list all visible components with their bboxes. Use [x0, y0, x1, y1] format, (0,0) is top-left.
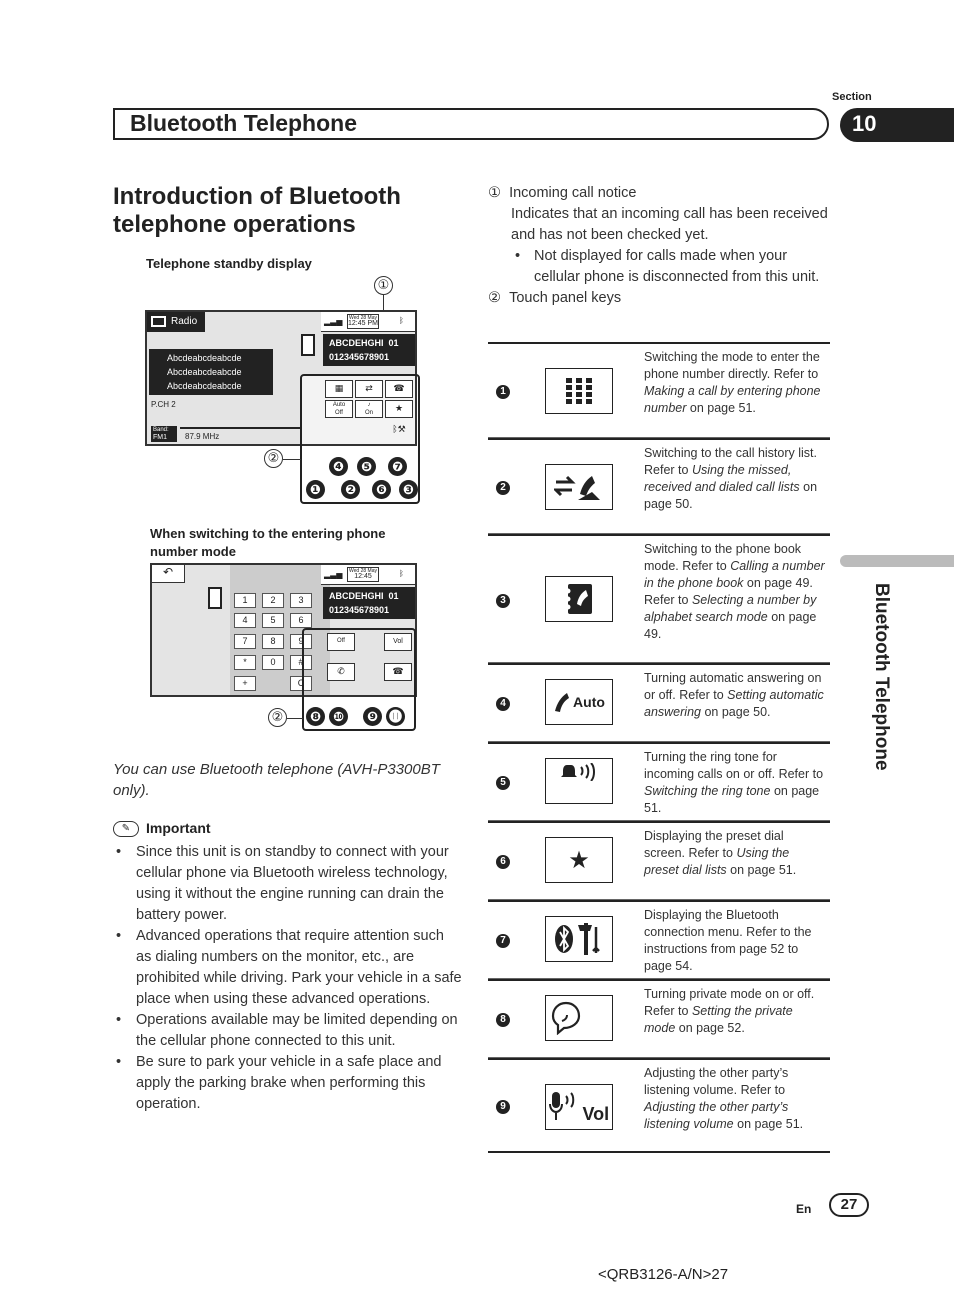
- table-row: 4 Auto Turning automatic answering on or off. Refer to Setting automatic answering on page 50.: [488, 663, 830, 742]
- key-7[interactable]: 7: [234, 634, 256, 649]
- callout-10: ❿: [329, 707, 348, 726]
- volume-icon: Vol: [545, 1084, 613, 1130]
- table-row: 2 Switching to the call history list. Refer to Using the missed, received and dialed call lists on page 50.: [488, 438, 830, 534]
- list-item: • Since this unit is on standby to connect with your cellular phone via Bluetooth wireless technology, using it without the engine running can drain the battery power.: [113, 842, 463, 926]
- callout-3: ❸: [399, 480, 418, 499]
- auto-answer-button[interactable]: Auto Off: [325, 400, 353, 418]
- bluetooth-menu-button[interactable]: ᛒ⚒: [392, 424, 406, 434]
- caller-info: ABCDEHGHI 01 012345678901: [323, 587, 417, 619]
- caller-info: ABCDEHGHI 01 012345678901: [323, 334, 415, 366]
- call-button[interactable]: ✆: [327, 663, 355, 681]
- item1-bullet: • Not displayed for calls made when your cellular phone is disconnected from this unit.: [515, 248, 820, 285]
- item1-desc: Indicates that an incoming call has been received and has not been checked yet.: [511, 206, 828, 243]
- item2-title: Touch panel keys: [509, 290, 622, 306]
- call-history-icon: [545, 464, 613, 510]
- table-row: 9 Vol Adjusting the other party’s listening volume. Refer to Adjusting the other party’s listening volume on page 51.: [488, 1058, 830, 1153]
- page-number: 27: [829, 1193, 869, 1217]
- key-3[interactable]: 3: [290, 593, 312, 608]
- status-bar: [321, 565, 417, 585]
- source-label: Radio: [147, 312, 205, 332]
- header-title: Bluetooth Telephone: [130, 110, 358, 136]
- band-box: Band: FM1: [151, 426, 177, 442]
- callout-8: ❽: [306, 707, 325, 726]
- bluetooth-settings-icon: [545, 916, 613, 962]
- key-0[interactable]: 0: [262, 655, 284, 670]
- tuning-bar: [180, 427, 316, 429]
- section-label: Section: [832, 91, 872, 103]
- phone-book-button[interactable]: ☎: [385, 380, 413, 398]
- list-item: • Operations available may be limited depending on the cellular phone connected to this unit.: [113, 1010, 463, 1052]
- source-icon: [151, 316, 166, 327]
- key-9[interactable]: 9: [290, 634, 312, 649]
- track-info: [149, 349, 273, 395]
- callout-o2: ②: [268, 708, 287, 727]
- key-1[interactable]: 1: [234, 593, 256, 608]
- callout-5: ❺: [357, 457, 376, 476]
- table-row: 3 Switching to the phone book mode. Refer to Calling a number in the phone book on page 49. Refer to Selecting a number by alphabet search mode on page 49.: [488, 534, 830, 663]
- key-5[interactable]: 5: [262, 613, 284, 628]
- callout-9: ❾: [363, 707, 382, 726]
- key-hash[interactable]: #: [290, 655, 312, 670]
- preset-dial-button[interactable]: ★: [385, 400, 413, 418]
- callout-4: ❹: [329, 457, 348, 476]
- key-2[interactable]: 2: [262, 593, 284, 608]
- track-line: Abcdeabcdeabcde: [167, 381, 242, 391]
- callout-11: ⓫: [386, 707, 405, 726]
- call-history-button[interactable]: ⇄: [355, 380, 383, 398]
- table-row: 8 Turning private mode on or off. Refer to Setting the private mode on page 52.: [488, 979, 830, 1058]
- phone-icon: [301, 334, 315, 356]
- star-icon: ★: [545, 837, 613, 883]
- key-8[interactable]: 8: [262, 634, 284, 649]
- callout-1: ❶: [306, 480, 325, 499]
- ring-tone-icon: [545, 758, 613, 804]
- touch-keys-table: [488, 342, 830, 1153]
- clock: Wed 28 May 12:45 PM: [348, 315, 378, 327]
- back-button[interactable]: ↶: [152, 565, 185, 583]
- ring-tone-button[interactable]: ♪ On: [355, 400, 383, 418]
- side-tab: [840, 555, 954, 567]
- section-number: 10: [840, 108, 954, 142]
- key-plus[interactable]: +: [234, 676, 256, 691]
- callout-7: ❼: [388, 457, 407, 476]
- availability-note: You can use Bluetooth telephone (AVH-P3300BT only).: [113, 761, 440, 799]
- table-row: 1 Switching the mode to enter the phone number directly. Refer to Making a call by entering phone number on page 51.: [488, 342, 830, 438]
- private-mode-button[interactable]: Off: [327, 633, 355, 651]
- frequency: 87.9 MHz: [185, 432, 220, 441]
- document-code: <QRB3126-A/N>27: [598, 1266, 729, 1283]
- key-star[interactable]: *: [234, 655, 256, 670]
- key-6[interactable]: 6: [290, 613, 312, 628]
- legend-text: ① Incoming call notice Indicates that an incoming call has been received and has not been checked yet. • Not displayed for calls made when your cellular phone is disconnected from this unit. ② Touch panel keys: [488, 183, 833, 309]
- private-mode-icon: [545, 995, 613, 1041]
- side-tab-label: Bluetooth Telephone: [871, 583, 892, 771]
- track-line: Abcdeabcdeabcde: [167, 353, 242, 363]
- hang-up-button[interactable]: ☎: [384, 663, 412, 681]
- callout-6: ❻: [372, 480, 391, 499]
- bluetooth-icon: ᛒ: [399, 569, 404, 578]
- key-clear[interactable]: C: [290, 676, 312, 691]
- volume-button[interactable]: Vol: [384, 633, 412, 651]
- status-bar: [321, 312, 417, 332]
- keypad-button[interactable]: ▦: [325, 380, 353, 398]
- pch: P.CH 2: [151, 400, 176, 409]
- fig1-caption: Telephone standby display: [146, 256, 312, 271]
- table-row: 5 Turning the ring tone for incoming calls on or off. Refer to Switching the ring tone on page 51.: [488, 742, 830, 821]
- keypad-icon: [545, 368, 613, 414]
- phone-book-icon: [545, 576, 613, 622]
- important-icon: ✎: [113, 821, 139, 837]
- signal-icon: ▂▃▅: [324, 317, 343, 326]
- callout-o2: ②: [264, 449, 283, 468]
- bluetooth-icon: ᛒ: [399, 316, 404, 325]
- table-row: 6 ★ Displaying the preset dial screen. Refer to Using the preset dial lists on page 51.: [488, 821, 830, 900]
- track-line: Abcdeabcdeabcde: [167, 367, 242, 377]
- main-title: Introduction of Bluetooth telephone operations: [113, 183, 401, 238]
- callout-2: ❷: [341, 480, 360, 499]
- signal-icon: ▂▃▅: [324, 570, 343, 579]
- item1-title: Incoming call notice: [509, 185, 637, 201]
- table-row: 7 Displaying the Bluetooth connection menu. Refer to the instructions from page 52 to page 54.: [488, 900, 830, 979]
- fig2-caption: When switching to the entering phone number mode: [150, 526, 386, 559]
- footer-language: En: [796, 1202, 812, 1216]
- important-list: [113, 842, 463, 1115]
- clock: Wed 28 May 12:45: [347, 567, 379, 582]
- list-item: • Advanced operations that require attention such as dialing numbers on the monitor, etc., are prohibited while driving. Park your vehicle in a safe place when using these advanced operations.: [113, 926, 463, 1010]
- key-4[interactable]: 4: [234, 613, 256, 628]
- phone-icon: [208, 587, 222, 609]
- important-title: Important: [146, 820, 211, 836]
- auto-answer-icon: Auto: [545, 679, 613, 725]
- list-item: • Be sure to park your vehicle in a safe place and apply the parking brake when performing this operation.: [113, 1052, 463, 1115]
- callout-o1: ①: [374, 276, 393, 295]
